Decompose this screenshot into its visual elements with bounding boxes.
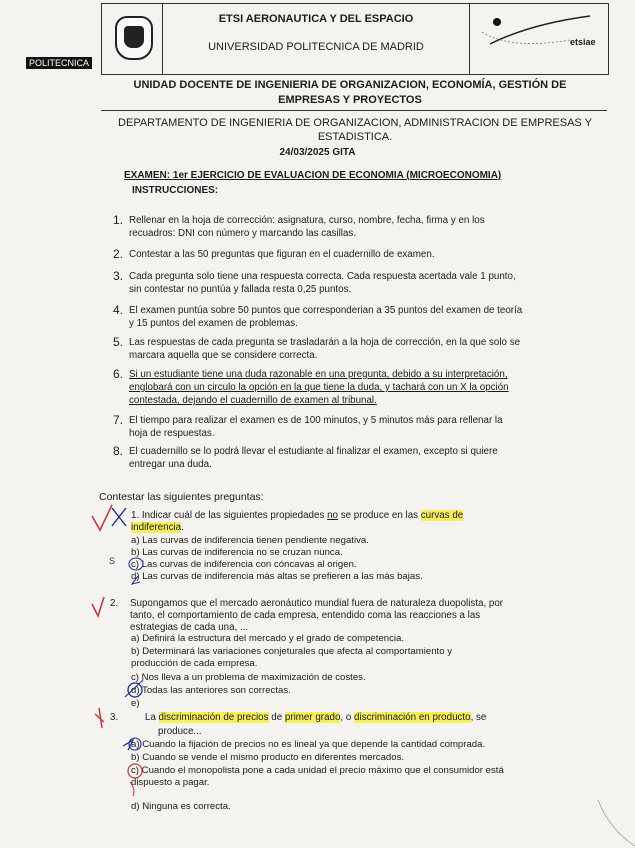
answer-option: a) Definirá la estructura del mercado y el grado de competencia. bbox=[131, 633, 405, 644]
upm-logo-cell bbox=[102, 4, 163, 74]
question-text: Supongamos que el mercado aeronáutico mundial fuera de naturaleza duopolista, por tanto, el comportamiento de cada empresa, entendido coma las reacciones a las estrategias de cada una, ... bbox=[130, 598, 504, 633]
highlighted-term: discriminación en producto bbox=[354, 712, 471, 723]
instruction-number: 2. bbox=[113, 247, 124, 261]
etsiae-label: etsiae bbox=[570, 37, 596, 47]
question-text: La bbox=[144, 712, 159, 723]
instruction-item bbox=[113, 248, 523, 261]
instruction-number: 4. bbox=[113, 303, 124, 317]
answer-option: b) Las curvas de indiferencia no se cruzan nunca. bbox=[131, 547, 343, 558]
instruction-number: 6. bbox=[113, 367, 124, 381]
page-edge-line bbox=[598, 800, 635, 846]
department-title: DEPARTAMENTO DE INGENIERIA DE ORGANIZACION, ADMINISTRACION DE EMPRESAS Y ESTADISTICA. bbox=[118, 117, 592, 143]
question-text: Indicar cuál de las siguientes propiedades bbox=[141, 510, 328, 521]
answer-option: d) Ninguna es correcta. bbox=[131, 801, 231, 812]
exam-title: EXAMEN: 1er EJERCICIO DE EVALUACION DE ECONOMIA (MICROECONOMIA) bbox=[124, 170, 502, 181]
instruction-text: Si un estudiante tiene una duda razonable en una pregunta, debido a su interpretación, englobará con un circulo la opción en la que tiene la duda, y tachará con un X la opción contestada, dejando el cuadernillo de examen al tribunal. bbox=[129, 369, 509, 406]
instruction-item bbox=[113, 214, 523, 240]
exam-date: 24/03/2025 GITA bbox=[279, 147, 356, 158]
answer-option: b) Cuando se vende el mismo producto en diferentes mercados. bbox=[131, 752, 405, 763]
question-number: 2. bbox=[110, 598, 119, 609]
instruction-item bbox=[113, 336, 523, 362]
question-3-stem bbox=[110, 712, 530, 724]
highlighted-term: curvas de indiferencia bbox=[131, 510, 464, 533]
question-text: , o bbox=[340, 712, 355, 723]
question-text: se produce en las bbox=[337, 510, 421, 521]
instruction-number: 3. bbox=[113, 269, 124, 283]
answer-option: c) Nos lleva a un problema de maximización de costes. bbox=[131, 672, 366, 683]
unit-title: UNIDAD DOCENTE DE INGENIERIA DE ORGANIZACION, ECONOMÍA, GESTIÓN DE EMPRESAS Y PROYECTOS bbox=[133, 79, 567, 106]
instruction-number: 8. bbox=[113, 444, 124, 458]
question-text: . bbox=[181, 522, 184, 533]
checkmark-icon bbox=[92, 597, 104, 616]
instruction-item bbox=[113, 445, 523, 471]
instruction-item bbox=[113, 270, 523, 296]
answer-option: a) Cuando la fijación de precios no es lineal ya que depende la cantidad comprada. bbox=[131, 739, 486, 750]
question-3-continuation: produce... bbox=[158, 726, 202, 737]
instruction-item bbox=[113, 368, 523, 407]
answer-option: b) Determinará las variaciones conjeturales que afecta al comportamiento y producción de cada empresa. bbox=[131, 646, 453, 669]
answer-option: c) Cuando el monopolista pone a cada unidad el precio máximo que el consumidor está dispuesto a pagar. bbox=[131, 765, 504, 788]
question-2-stem bbox=[110, 598, 530, 634]
upm-crest-icon bbox=[115, 16, 153, 60]
highlighted-term: primer grado bbox=[284, 712, 341, 723]
instruction-number: 7. bbox=[113, 413, 124, 427]
instruction-item bbox=[113, 304, 523, 330]
instruction-text: Cada pregunta solo tiene una respuesta correcta. Cada respuesta acertada vale 1 punto, sin contestar no puntúa y fallada resta 0,25 puntos. bbox=[129, 271, 516, 295]
question-number: 3. bbox=[110, 712, 119, 723]
instruction-text: El examen puntúa sobre 50 puntos que corresponderian a 35 puntos del examen de teoría y 15 puntos del examen de problemas. bbox=[129, 305, 523, 329]
answer-option: c) Las curvas de indiferencia con cóncavas al origen. bbox=[131, 559, 357, 570]
answer-option: d) Todas las anteriores son correctas. bbox=[131, 685, 291, 696]
school-name: ETSI AERONAUTICA Y DEL ESPACIO bbox=[218, 13, 414, 25]
answer-option: e) bbox=[131, 698, 140, 709]
instructions-heading: INSTRUCCIONES: bbox=[132, 185, 219, 196]
header-table bbox=[101, 3, 609, 75]
politecnica-label: POLITECNICA bbox=[26, 57, 92, 69]
answer-option: a) Las curvas de indiferencia tienen pendiente negativa. bbox=[131, 535, 369, 546]
instruction-text: El cuadernillo se lo podrá llevar el estudiante al finalizar el examen, excepto si quiere entregar una duda. bbox=[129, 446, 498, 470]
highlighted-term: discriminación de precios bbox=[158, 712, 269, 723]
instruction-number: 1. bbox=[113, 213, 124, 227]
handwritten-note: S bbox=[109, 556, 116, 566]
cross-mark-icon bbox=[95, 708, 104, 728]
university-name: UNIVERSIDAD POLITECNICA DE MADRID bbox=[208, 41, 424, 53]
checkmark-icon bbox=[92, 505, 112, 530]
answer-option: d) Las curvas de indiferencia más altas se prefieren a las más bajas. bbox=[131, 571, 423, 582]
question-number: 1. bbox=[131, 510, 140, 521]
instruction-text: Contestar a las 50 preguntas que figuran en el cuadernillo de examen. bbox=[129, 249, 435, 260]
question-text-negation: no bbox=[327, 510, 338, 521]
instruction-item bbox=[113, 414, 523, 440]
cross-mark-icon bbox=[112, 508, 126, 526]
question-1-stem bbox=[131, 510, 511, 534]
question-text: de bbox=[268, 712, 285, 723]
instruction-text: Rellenar en la hoja de corrección: asignatura, curso, nombre, fecha, firma y en los recuadros: DNI con número y marcando las casillas. bbox=[129, 215, 485, 239]
instruction-text: Las respuestas de cada pregunta se trasladarán a la hoja de corrección, en la que solo se marcara aquella que se considere correcta. bbox=[129, 337, 521, 361]
instruction-text: El tiempo para realizar el examen es de 100 minutos, y 5 minutos más para rellenar la hoja de respuestas. bbox=[129, 415, 503, 439]
header-divider bbox=[101, 110, 607, 111]
instruction-number: 5. bbox=[113, 335, 124, 349]
question-text: , se bbox=[470, 712, 487, 723]
header-titles bbox=[163, 4, 470, 74]
answer-prompt: Contestar las siguientes preguntas: bbox=[99, 491, 264, 503]
